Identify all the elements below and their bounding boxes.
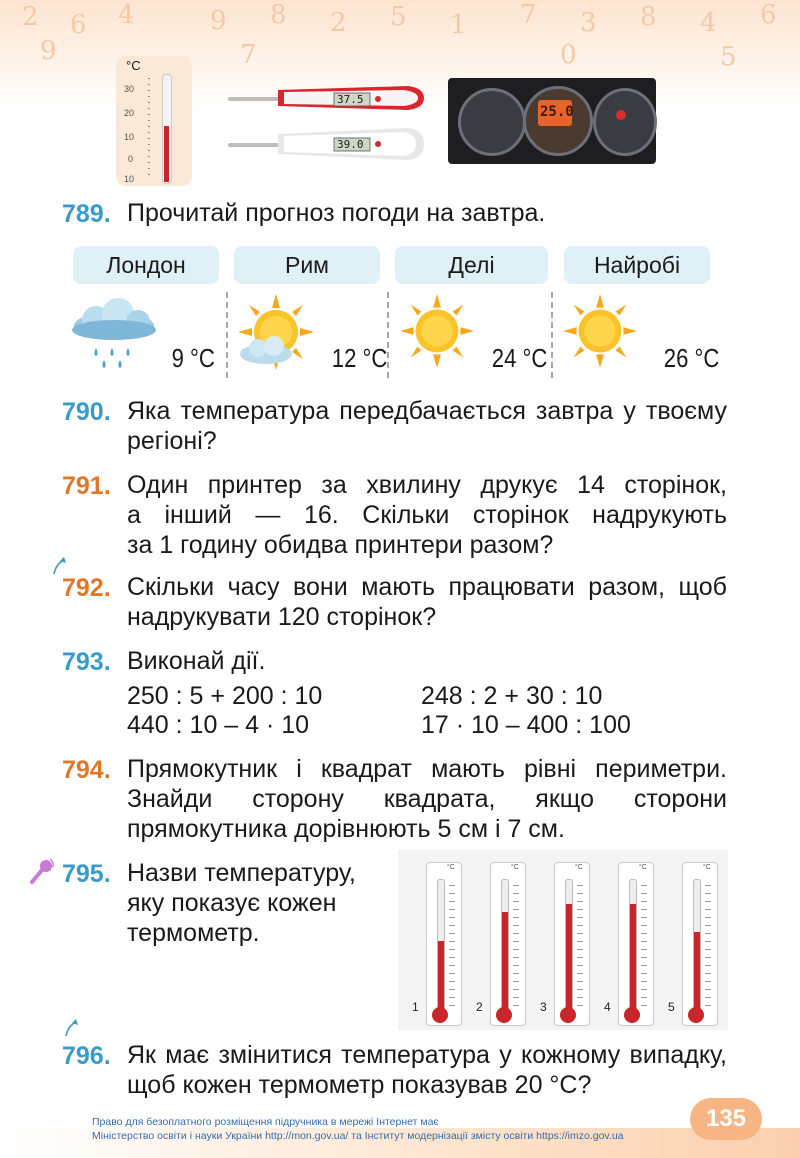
- scale-label: 10: [124, 174, 135, 184]
- thermometer-mercury: [630, 904, 636, 1015]
- text-line: Яка температура передбачається завтра у твоєму: [127, 397, 727, 425]
- text-line: а інший — 16. Скільки сторінок надрукують: [127, 501, 727, 529]
- fever-thermometer-reading-2: 39.0: [337, 138, 364, 151]
- expression: 250 : 5 + 200 : 10: [127, 682, 323, 710]
- top-decorative-band: 2 6 4 9 8 2 5 1 7 3 8 4 6 9 7 0 5: [0, 0, 800, 110]
- thermometer-label: 2: [476, 1000, 483, 1014]
- forecast-temp-delhi: 24 °C: [491, 343, 548, 373]
- thermometer-bulb: [624, 1007, 640, 1023]
- thermometer-label: 1: [412, 1000, 419, 1014]
- text-line: Назви температуру,: [127, 859, 356, 887]
- challenge-arrow-icon: [62, 1018, 80, 1038]
- thermometer-mercury: [566, 904, 572, 1015]
- forecast-city-delhi: Делі: [395, 246, 548, 284]
- thermometer-label: 5: [668, 1000, 675, 1014]
- text-line: Як має змінитися температура у кожному випадку,: [127, 1041, 727, 1069]
- thermometer-5: [682, 862, 718, 1026]
- task-792-text: [127, 572, 727, 632]
- task-number-789: 789.: [62, 200, 111, 228]
- sun-behind-cloud-icon: [236, 292, 316, 372]
- forecast-divider: [551, 292, 553, 378]
- forecast-city-london: Лондон: [73, 246, 219, 284]
- rain-cloud-icon: [66, 296, 162, 376]
- task-796-text: [127, 1040, 727, 1100]
- thermometer-mercury: [438, 941, 444, 1015]
- task-number-794: 794.: [62, 756, 111, 784]
- thermometer-1: [426, 862, 462, 1026]
- text-line: Скільки часу вони мають працювати разом, щоб: [127, 573, 727, 601]
- footer-line-2: Міністерство освіти і науки України http://mon.gov.ua/ та Інститут модернізації змісту освіти https://imzo.gov.ua: [92, 1130, 624, 1142]
- thermometer-label: 4: [604, 1000, 611, 1014]
- text-line: за 1 годину обидва принтери разом?: [127, 531, 554, 559]
- scale-label: 20: [124, 108, 135, 118]
- forecast-divider: [226, 292, 228, 378]
- wall-thermometer-image: [116, 56, 192, 186]
- digital-thermometers-image: [218, 76, 426, 166]
- text-line: прямокутника дорівнюють 5 см і 7 см.: [127, 815, 565, 843]
- thermometers-illustration: [398, 850, 728, 1030]
- expression: 440 : 10 – 4 · 10: [127, 711, 310, 739]
- task-number-791: 791.: [62, 472, 111, 500]
- text-line: яку показує кожен: [127, 889, 337, 917]
- expression: 17 · 10 – 400 : 100: [421, 711, 631, 739]
- fever-thermometer-reading-1: 37.5: [337, 93, 364, 106]
- text-line: Один принтер за хвилину друкує 14 сторінок,: [127, 471, 727, 499]
- task-number-792: 792.: [62, 574, 111, 602]
- task-790-text: [127, 396, 727, 456]
- thermometer-unit: °C: [703, 864, 711, 871]
- task-number-796: 796.: [62, 1042, 111, 1070]
- sun-icon: [561, 292, 639, 370]
- scale-label: 30: [124, 84, 135, 94]
- task-794-text: [127, 754, 727, 844]
- task-number-790: 790.: [62, 398, 111, 426]
- text-line: щоб кожен термометр показував 20 °С?: [127, 1071, 592, 1099]
- task-number-793: 793.: [62, 648, 111, 676]
- car-climate-panel-image: [448, 78, 656, 164]
- thermometer-bulb: [560, 1007, 576, 1023]
- task-791-text: [127, 470, 727, 560]
- thermometer-unit: °C: [447, 864, 455, 871]
- footer-line-1: Право для безоплатного розміщення підручника в мережі Інтернет має: [92, 1116, 439, 1128]
- forecast-temp-london: 9 °C: [171, 343, 215, 373]
- text-line: Прямокутник і квадрат мають рівні периметри.: [127, 755, 727, 783]
- task-795-text: [127, 858, 387, 948]
- sun-icon: [398, 292, 476, 370]
- task-789-text: Прочитай прогноз погоди на завтра.: [127, 199, 546, 227]
- challenge-arrow-icon: [50, 556, 68, 576]
- microphone-icon: [26, 856, 56, 886]
- task-793-text: Виконай дії.: [127, 647, 266, 675]
- thermometer-bulb: [496, 1007, 512, 1023]
- thermometer-unit: °C: [511, 864, 519, 871]
- thermometer-mercury: [502, 912, 508, 1015]
- forecast-city-rome: Рим: [234, 246, 380, 284]
- thermometer-label: 3: [540, 1000, 547, 1014]
- task-number-795: 795.: [62, 860, 111, 888]
- thermometer-unit-label: °C: [126, 58, 141, 73]
- thermometer-2: [490, 862, 526, 1026]
- thermometer-unit: °C: [639, 864, 647, 871]
- thermometer-mercury: [694, 932, 700, 1015]
- text-line: регіоні?: [127, 427, 217, 455]
- text-line: Знайди сторону квадрата, якщо сторони: [127, 785, 727, 813]
- scale-label: 10: [124, 132, 135, 142]
- scale-label: 0: [128, 154, 134, 164]
- page-number: 135: [690, 1098, 762, 1140]
- text-line: надрукувати 120 сторінок?: [127, 603, 437, 631]
- forecast-city-nairobi: Найробі: [564, 246, 710, 284]
- car-display-readout: 25.0: [540, 104, 574, 120]
- thermometer-4: [618, 862, 654, 1026]
- text-line: термометр.: [127, 919, 260, 947]
- forecast-temp-nairobi: 26 °C: [663, 343, 720, 373]
- thermometer-bulb: [432, 1007, 448, 1023]
- forecast-temp-rome: 12 °C: [331, 343, 388, 373]
- thermometer-unit: °C: [575, 864, 583, 871]
- thermometer-bulb: [688, 1007, 704, 1023]
- expression: 248 : 2 + 30 : 10: [421, 682, 603, 710]
- thermometer-3: [554, 862, 590, 1026]
